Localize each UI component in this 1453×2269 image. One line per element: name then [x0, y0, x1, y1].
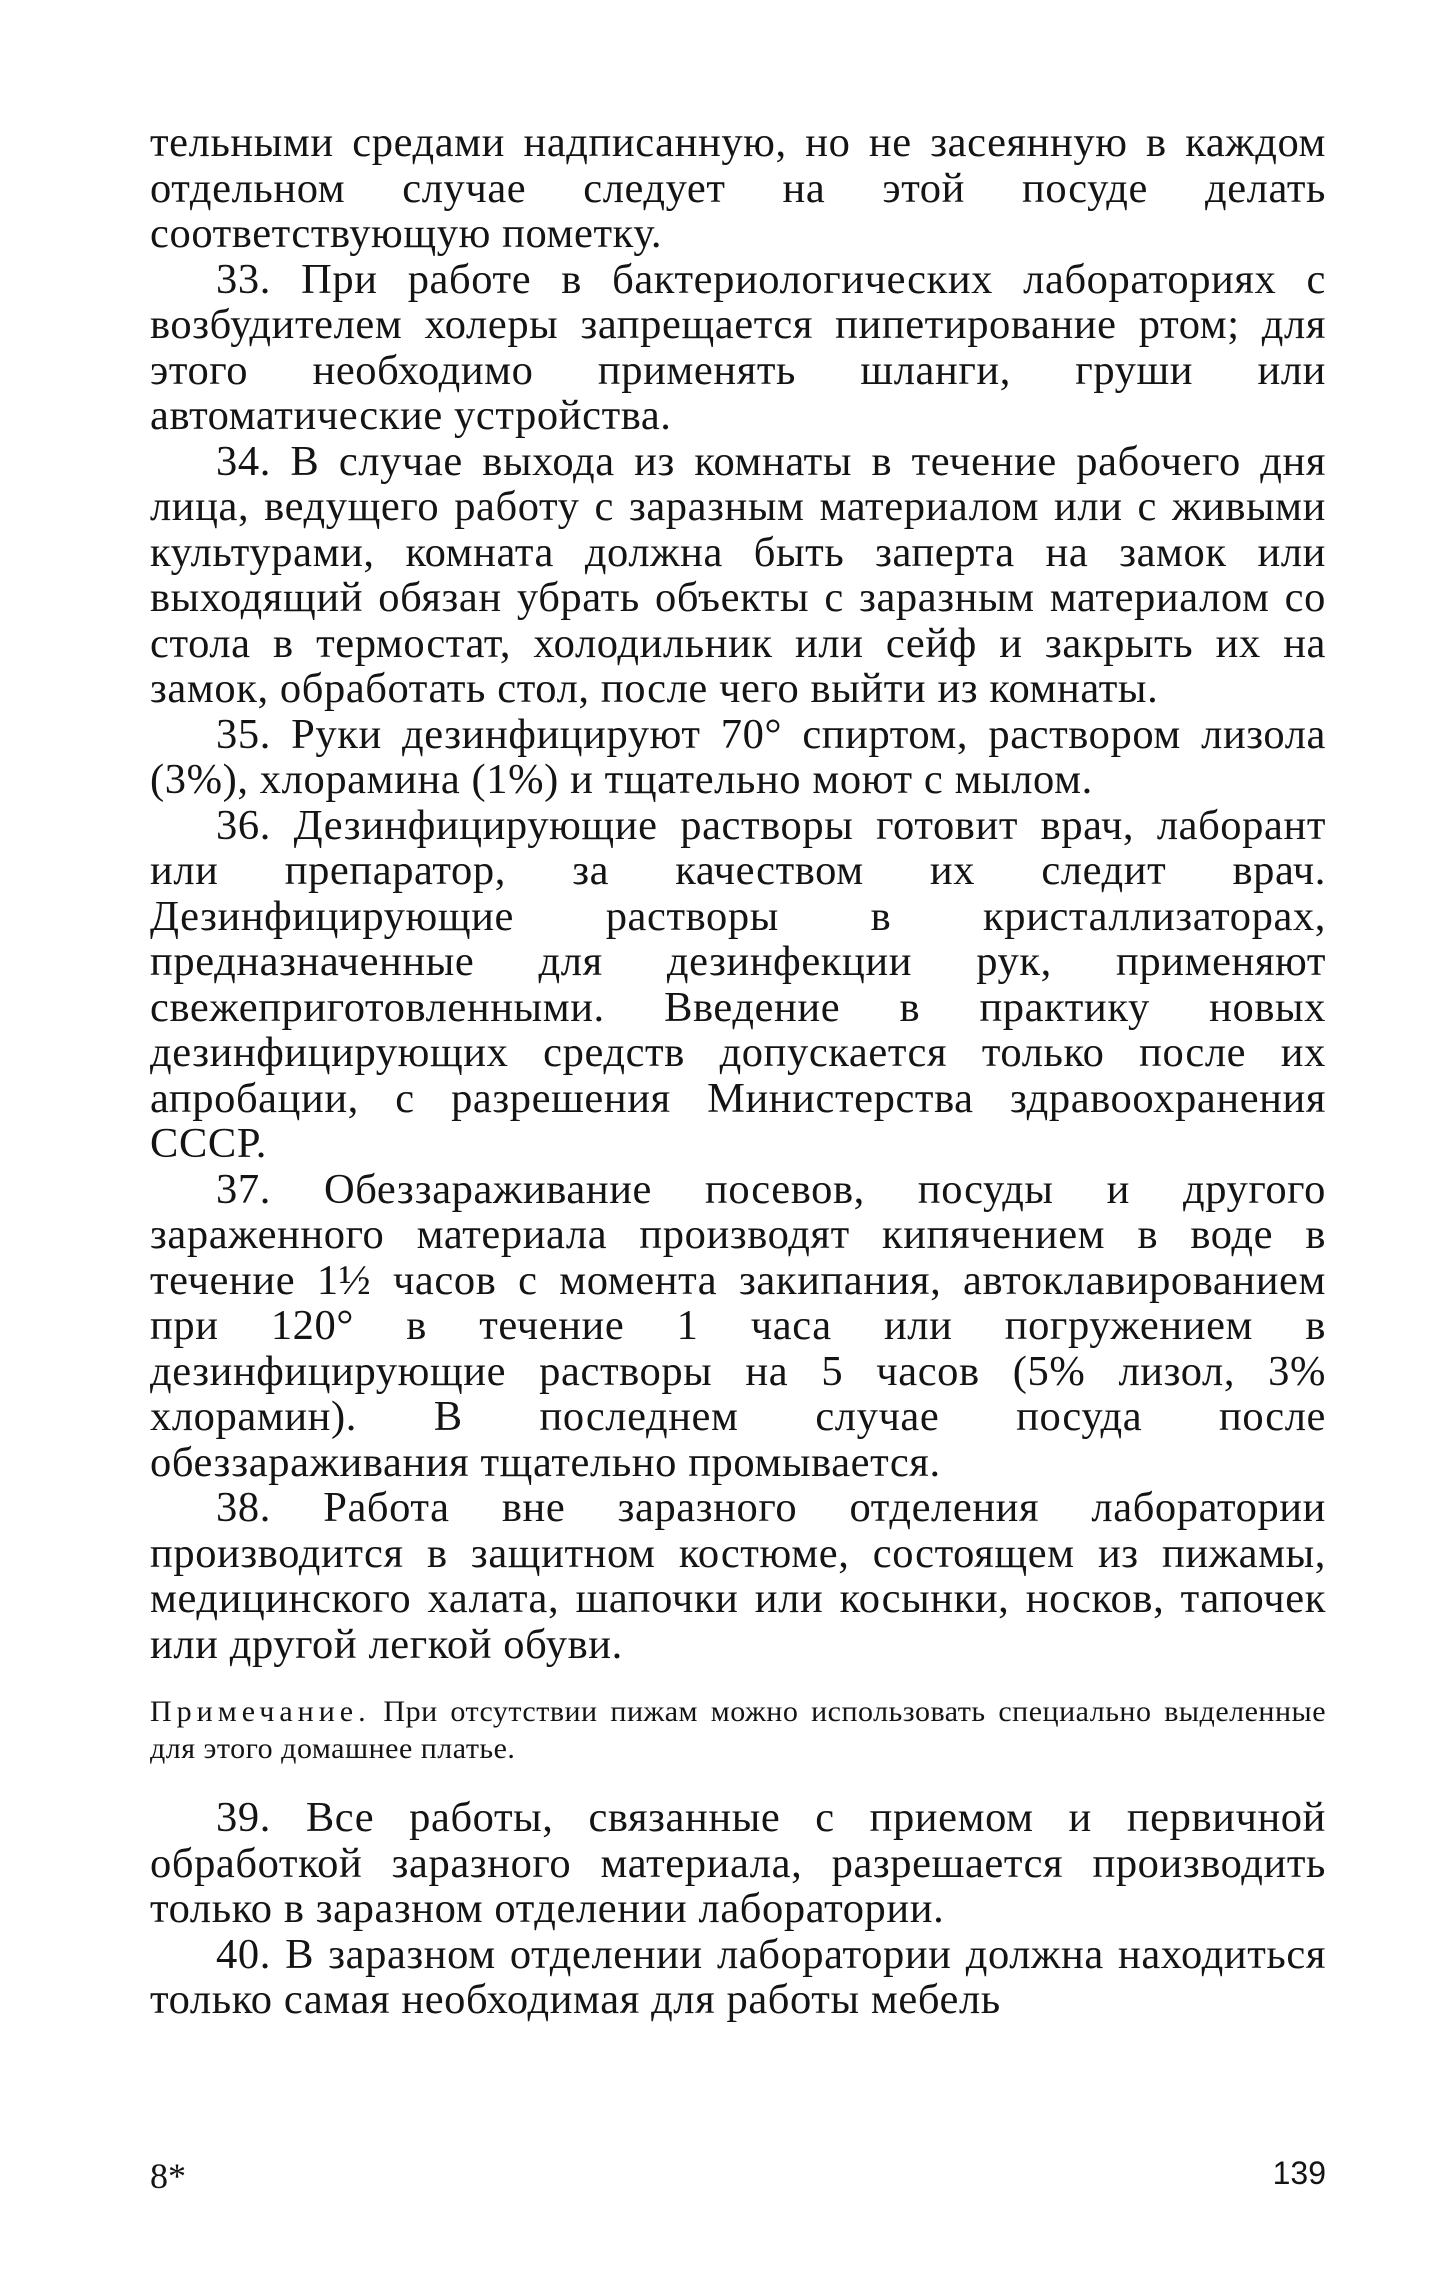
note-text: При отсутствии пижам можно использовать специально выделенные для этого домашнее платье.	[150, 1695, 1327, 1765]
page-number: 139	[1272, 2155, 1326, 2191]
page-footer	[150, 2155, 1326, 2205]
paragraph-continuation: тельными средами надписанную, но не засеянную в каждом отдельном случае следует на этой посуде делать соответствующую пометку.	[150, 119, 1326, 257]
paragraph-38: 38. Работа вне заразного отделения лаборатории производится в защитном костюме, состоящем из пижамы, медицинского халата, шапочки или косынки, носков, тапочек или другой легкой обуви.	[150, 1484, 1326, 1668]
paragraph-33: 33. При работе в бактериологических лабораториях с возбудителем холеры запрещается пипетирование ртом; для этого необходимо применять шланги, груши или автоматические устройства.	[150, 255, 1326, 439]
paragraph-37: 37. Обеззараживание посевов, посуды и другого зараженного материала производят кипячением в воде в течение 1½ часов с момента закипания, автоклавированием при 120° в течение 1 часа или погружением в дезинфицирующие растворы на 5 часов (5% лизол, 3% хлорамин). В последнем случае посуда после обеззараживания тщательно промывается.	[150, 1165, 1326, 1486]
note-label: Примечание.	[150, 1695, 371, 1728]
page-body	[150, 120, 1326, 2023]
paragraph-35: 35. Руки дезинфицируют 70° спиртом, раствором лизола (3%), хлорамина (1%) и тщательно моют с мылом.	[150, 710, 1326, 803]
paragraph-40: 40. В заразном отделении лаборатории должна находиться только самая необходимая для работы мебель	[150, 1930, 1326, 2023]
signature-mark: 8*	[150, 2156, 186, 2196]
paragraph-36: 36. Дезинфицирующие растворы готовит врач, лаборант или препаратор, за качеством их следит врач. Дезинфицирующие растворы в кристаллизаторах, предназначенные для дезинфекции рук, применяют свежеприготовленными. Введение в практику новых дезинфицирующих средств допускается только после их апробации, с разрешения Министерства здравоохранения СССР.	[150, 801, 1326, 1167]
paragraph-34: 34. В случае выхода из комнаты в течение рабочего дня лица, ведущего работу с заразным материалом или с живыми культурами, комната должна быть заперта на замок или выходящий обязан убрать объекты с заразным материалом со стола в термостат, холодильник или сейф и закрыть их на замок, обработать стол, после чего выйти из комнаты.	[150, 437, 1326, 712]
note	[150, 1693, 1326, 1767]
paragraph-39: 39. Все работы, связанные с приемом и первичной обработкой заразного материала, разрешается производить только в заразном отделении лаборатории.	[150, 1794, 1326, 1932]
